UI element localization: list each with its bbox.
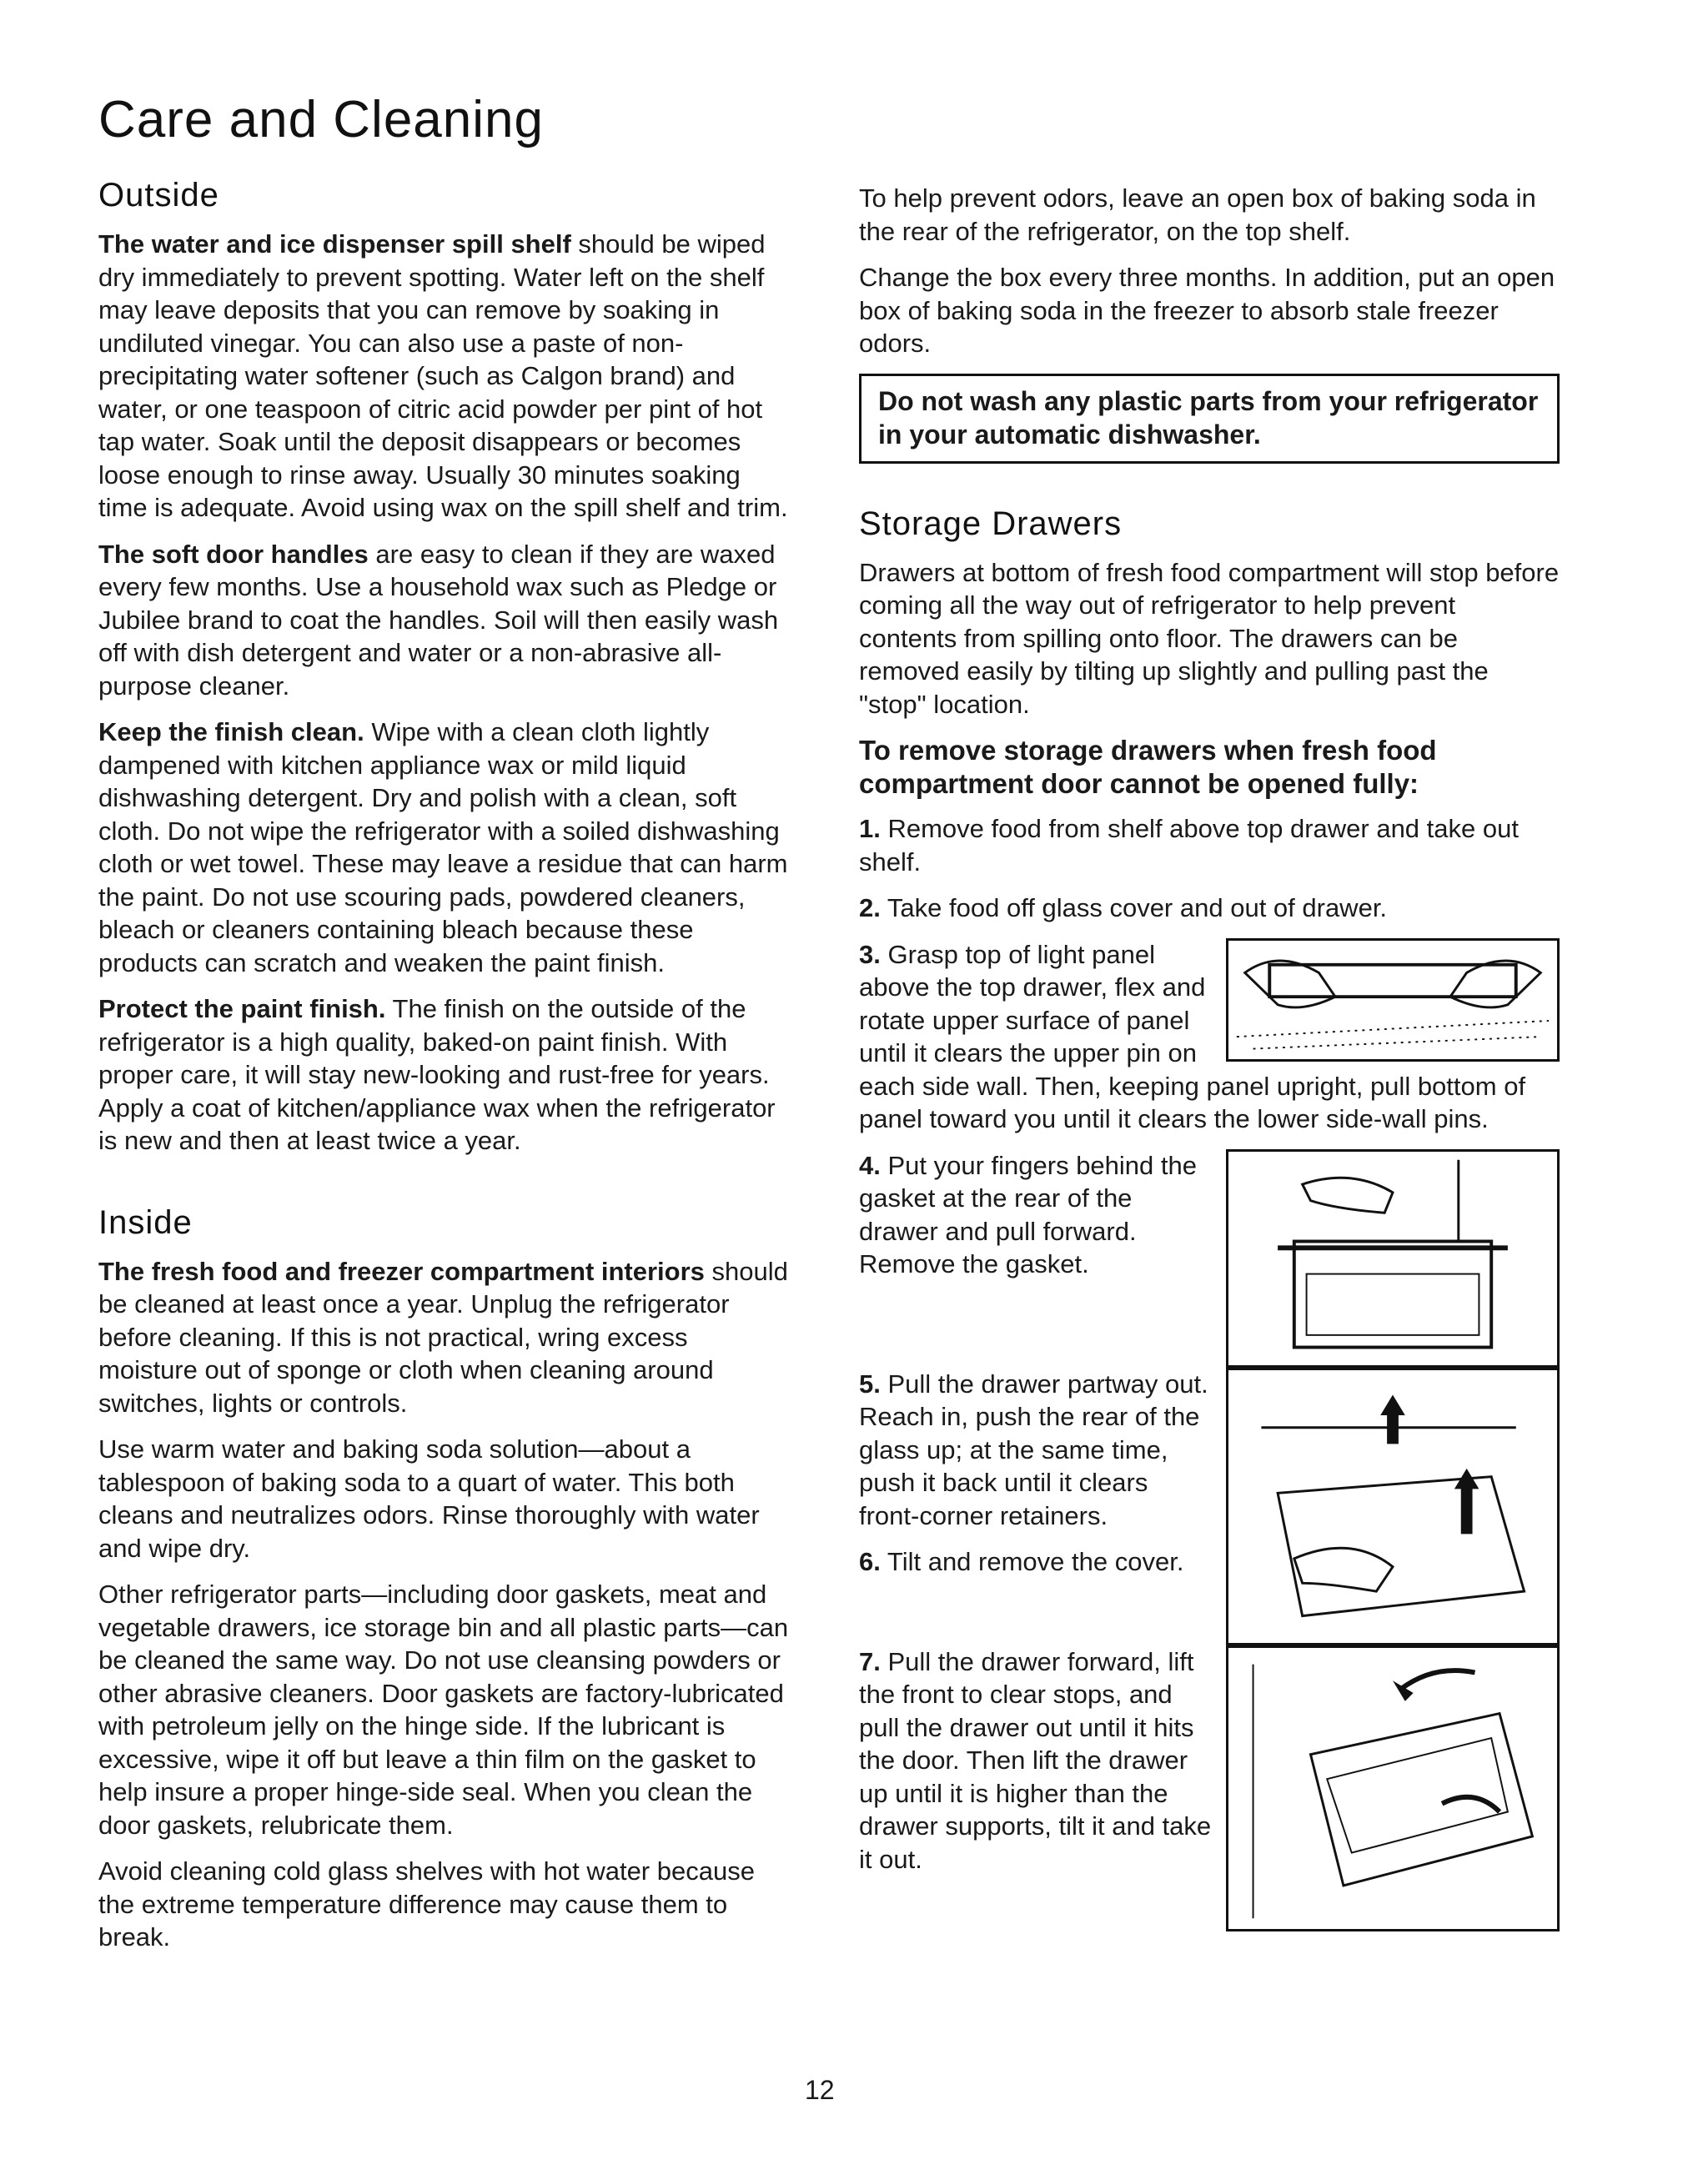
- inside-paragraph-other-parts: Other refrigerator parts—including door gaskets, meat and vegetable drawers, ice storage bin and all plastic parts—can be cleaned the same way. Do not use cleansing powders or other abrasive cleaners. Door gaskets are factory-lubricated with petroleum jelly on the hinge side. If the lubricant is excessive, wipe it off but leave a thin film on the gasket to help insure a proper hinge-side seal. When you clean the door gaskets, relubricate them.: [98, 1580, 789, 1840]
- storage-drawers-heading: Storage Drawers: [859, 505, 1123, 542]
- right-column: [859, 182, 1560, 1931]
- step-2-body: Take food off glass cover and out of drawer.: [880, 893, 1388, 922]
- step-2-number: 2.: [859, 893, 881, 922]
- step-4-number: 4.: [859, 1150, 881, 1180]
- step-2: [859, 892, 1560, 925]
- drawer-removal-illustration: [1226, 1645, 1560, 1931]
- step-6-body: Tilt and remove the cover.: [880, 1547, 1184, 1576]
- page-number: 12: [805, 2075, 835, 2105]
- step-5-number: 5.: [859, 1369, 881, 1399]
- outside-p4-text: The finish on the outside of the refrigerator is a high quality, baked-on paint finish. With proper care, it will stay new-looking and rust-free for years. Apply a coat of kitchen/appliance wax when the refrigerator is new and then at least twice a year.: [98, 994, 776, 1155]
- step-3: [859, 938, 1560, 1149]
- outside-p1-bold: The water and ice dispenser spill shelf: [98, 229, 571, 259]
- inside-paragraph-interiors: [98, 1255, 791, 1420]
- storage-drawers-paragraph: Drawers at bottom of fresh food compartment will stop before coming all the way out of refrigerator to help prevent contents from spilling onto floor. The drawers can be removed easily by tilting up slightly and pulling past the "stop" location.: [859, 557, 1560, 719]
- step-1-body: Remove food from shelf above top drawer and take out shelf.: [859, 814, 1519, 877]
- steps-heading: To remove storage drawers when fresh food compartment door cannot be opened fully:: [859, 735, 1437, 799]
- light-panel-illustration: [1226, 938, 1560, 1062]
- step-7-body: Pull the drawer forward, lift the front to clear stops, and pull the drawer out until it hits the door. Then lift the drawer up until it is higher than the drawer supports, tilt it and take it out.: [859, 1646, 1212, 1874]
- step-6-number: 6.: [859, 1547, 881, 1576]
- step-4: [859, 1149, 1560, 1368]
- outside-p2-bold: The soft door handles: [98, 539, 369, 569]
- outside-paragraph-finish-clean: [98, 716, 791, 979]
- outside-paragraph-door-handles: [98, 538, 791, 703]
- step-7-number: 7.: [859, 1646, 881, 1676]
- step-2-text: [859, 892, 1560, 925]
- gasket-illustration: [1226, 1149, 1560, 1368]
- warning-text: Do not wash any plastic parts from your refrigerator in your automatic dishwasher.: [878, 385, 1539, 450]
- step-3-number: 3.: [859, 939, 881, 969]
- outside-paragraph-spill-shelf: [98, 228, 791, 525]
- page-title: Care and Cleaning: [98, 91, 545, 148]
- step-3-body: Grasp top of light panel above the top drawer, flex and rotate upper surface of panel until it clears the upper pin on each side wall. Then, keeping panel upright, pull bottom of panel toward you until it clears the lower side-wall pins.: [859, 939, 1526, 1133]
- inside-paragraph-glass-shelves: Avoid cleaning cold glass shelves with hot water because the extreme temperature difference may cause them to break.: [98, 1856, 755, 1951]
- step-5-body: Pull the drawer partway out. Reach in, push the rear of the glass up; at the same time, push it back until it clears front-corner retainers.: [859, 1369, 1208, 1530]
- step-4-body: Put your fingers behind the gasket at the rear of the drawer and pull forward. Remove the gasket.: [859, 1150, 1197, 1278]
- odor-paragraph-2: Change the box every three months. In addition, put an open box of baking soda in the freezer to absorb stale freezer odors.: [859, 263, 1555, 358]
- outside-p3-text: Wipe with a clean cloth lightly dampened with kitchen appliance wax or mild liquid dishwashing detergent. Dry and polish with a clean, soft cloth. Do not wipe the refrigerator with a soiled dishwashing cloth or wet towel. These may leave a residue that can harm the paint. Do not use scouring pads, powdered cleaners, bleach or cleaners containing bleach because these products can scratch and weaken the paint finish.: [98, 717, 788, 977]
- odor-paragraph-1: To help prevent odors, leave an open box of baking soda in the rear of the refrigerator, on the top shelf.: [859, 183, 1536, 246]
- outside-p2-text: are easy to clean if they are waxed every few months. Use a household wax such as Pledge or Jubilee brand to coat the handles. Soil will then easily wash off with dish detergent and water or a non-abrasive all-purpose cleaner.: [98, 539, 779, 701]
- inside-p1-bold: The fresh food and freezer compartment interiors: [98, 1256, 705, 1286]
- step-5-6: [859, 1368, 1560, 1645]
- warning-box: [859, 374, 1560, 464]
- inside-heading: Inside: [98, 1203, 193, 1241]
- inside-p1-text: should be cleaned at least once a year. Unplug the refrigerator before cleaning. If this is not practical, wring excess moisture out of sponge or cloth when cleaning around switches, lights or controls.: [98, 1256, 788, 1418]
- outside-p3-bold: Keep the finish clean.: [98, 717, 364, 746]
- glass-cover-illustration: [1226, 1368, 1560, 1645]
- step-7: [859, 1645, 1560, 1931]
- outside-p4-bold: Protect the paint finish.: [98, 994, 386, 1023]
- step-1-number: 1.: [859, 814, 881, 843]
- step-1: [859, 812, 1560, 878]
- left-column: [98, 177, 791, 1967]
- outside-heading: Outside: [98, 177, 219, 213]
- outside-paragraph-paint-finish: [98, 992, 791, 1158]
- step-1-text: [859, 812, 1560, 878]
- outside-p1-text: should be wiped dry immediately to prevent spotting. Water left on the shelf may leave deposits that you can remove by soaking in undiluted vinegar. You can also use a paste of non-precipitating water softener (such as Calgon brand) and water, or one teaspoon of citric acid powder per pint of hot tap water. Soak until the deposit disappears or becomes loose enough to rinse away. Usually 30 minutes soaking time is adequate. Avoid using wax on the spill shelf and trim.: [98, 229, 788, 522]
- inside-paragraph-baking-soda: Use warm water and baking soda solution—about a tablespoon of baking soda to a quart of water. This both cleans and neutralizes odors. Rinse thoroughly with water and wipe dry.: [98, 1434, 760, 1563]
